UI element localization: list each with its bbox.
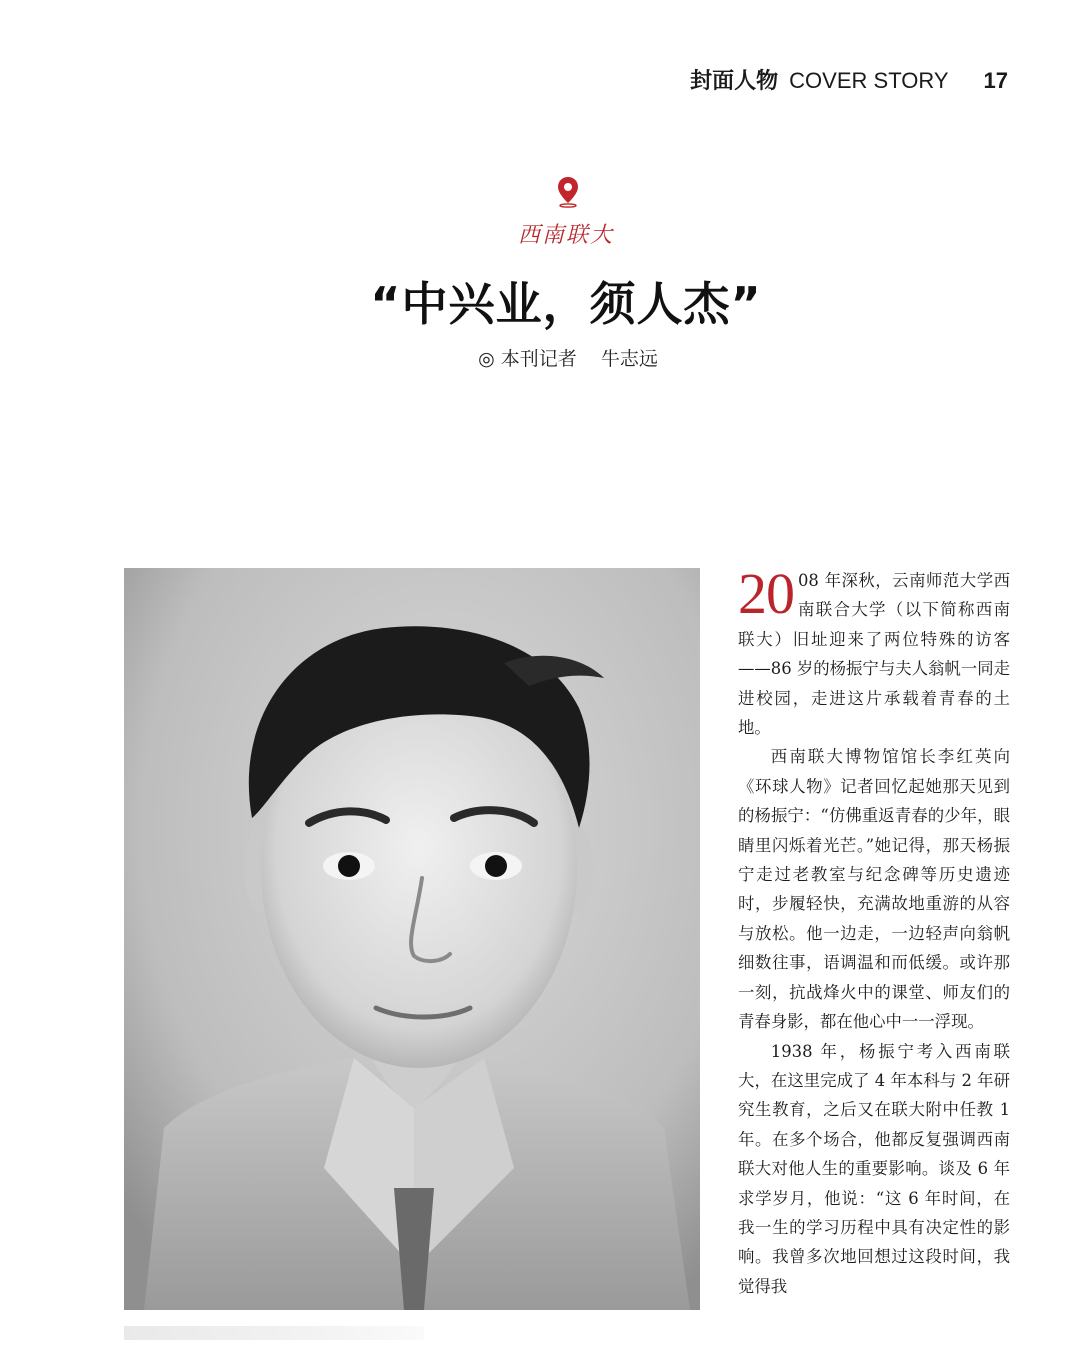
page-number: 17 bbox=[983, 68, 1008, 93]
byline bbox=[0, 344, 1080, 371]
running-header bbox=[0, 66, 1008, 97]
paragraph-1 bbox=[738, 561, 1010, 742]
location-pin-icon bbox=[556, 176, 580, 208]
section-name-en: COVER STORY bbox=[789, 68, 949, 93]
column-tag: 西南联大 bbox=[517, 223, 614, 248]
portrait-photo bbox=[124, 568, 700, 1310]
byline-author: 牛志远 bbox=[600, 348, 658, 370]
article-body bbox=[738, 561, 1010, 1301]
article-title: “中兴业，须人杰” bbox=[370, 277, 762, 331]
paragraph-2: 西南联大博物馆馆长李红英向《环球人物》记者回忆起她那天见到的杨振宁：“仿佛重返青春的少年，眼睛里闪烁着光芒。”她记得，那天杨振宁走过老教室与纪念碑等历史遗迹时，步履轻快，充满故地重游的从容与放松。他一边走，一边轻声向翁帆细数往事，语调温和而低缓。或许那一刻，抗战烽火中的课堂、师友们的青春身影，都在他心中一一浮现。 bbox=[738, 747, 1010, 1032]
dropcap: 20 bbox=[738, 561, 794, 626]
byline-mark: ◎ bbox=[478, 348, 495, 370]
byline-prefix: 本刊记者 bbox=[500, 348, 577, 370]
paragraph-3: 1938 年，杨振宁考入西南联大，在这里完成了 4 年本科与 2 年研究生教育，之后又在联大附中任教 1 年。在多个场合，他都反复强调西南联大对他人生的重要影响。谈及 6 年求学岁月，他说：“这 6 年时间，在我一生的学习历程中具有决定性的影响。我曾多次地回想过这段时间，我觉得我 bbox=[738, 1041, 1010, 1296]
paragraph-1-text: 08 年深秋，云南师范大学西南联合大学（以下简称西南联大）旧址迎来了两位特殊的访客——86 岁的杨振宁与夫人翁帆一同走进校园，走进这片承载着青春的土地。 bbox=[738, 571, 1010, 738]
section-name-cn: 封面人物 bbox=[690, 69, 779, 94]
photo-credit-strip bbox=[124, 1326, 424, 1340]
